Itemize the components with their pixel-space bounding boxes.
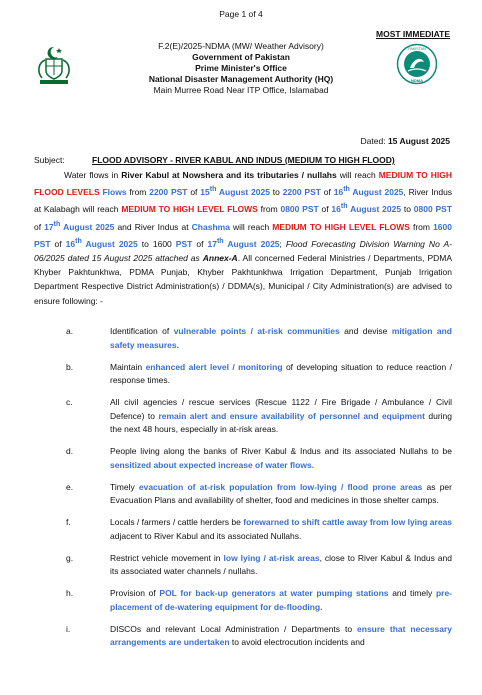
text-segment: th xyxy=(216,236,224,245)
page-number: Page 1 of 4 xyxy=(219,9,263,19)
list-item xyxy=(66,481,452,508)
list-item xyxy=(66,587,452,614)
subject-label: Subject: xyxy=(34,155,65,165)
item-highlight: forewarned to shift cattle away from low lying areas xyxy=(243,517,453,527)
text-segment: 15 xyxy=(200,187,210,198)
text-segment: Water flows in xyxy=(64,170,122,180)
text-segment: th xyxy=(340,202,348,211)
item-highlight: pre-placement of de-watering equipment for de-flooding xyxy=(110,588,452,612)
list-item xyxy=(66,396,452,437)
text-segment: of xyxy=(187,187,201,198)
text-segment: of xyxy=(192,238,208,249)
text-segment: will reach xyxy=(229,221,273,232)
item-letter: e. xyxy=(66,481,74,492)
text-segment: August 2025 xyxy=(223,238,280,249)
date-value: 15 August 2025 xyxy=(387,136,450,146)
list-item xyxy=(66,325,452,352)
text-segment: to xyxy=(269,187,283,198)
text-segment: 16 xyxy=(333,187,344,198)
office-address: Main Murree Road Near ITP Office, Islamabad xyxy=(153,85,329,95)
item-text: All civil agencies / rescue services (Rescue 1122 / Fire Brigade / Ambulance / Civil Defence) to xyxy=(110,397,452,421)
item-letter: c. xyxy=(66,397,73,407)
item-highlight: sensitized about expected increase of water flows xyxy=(110,459,312,470)
item-letter: h. xyxy=(66,588,74,598)
text-segment: MEDIUM TO HIGH LEVEL FLOWS xyxy=(272,221,410,232)
text-segment: MEDIUM TO HIGH FLOOD LEVELS xyxy=(34,170,453,198)
item-highlight: remain alert and ensure availability of personnel and equipment xyxy=(158,410,425,421)
action-list xyxy=(66,325,452,658)
text-segment: th xyxy=(53,219,61,228)
item-text: . xyxy=(176,339,180,350)
text-segment: Flood Forecasting Division Warning No A-06/2025 dated 15 August 2025 attached as xyxy=(34,238,452,263)
ndma-logo-top-text: PAKISTAN xyxy=(408,46,426,51)
item-highlight: vulnerable points / at-risk communities xyxy=(173,326,340,336)
text-segment: from xyxy=(409,221,434,232)
government-name: Government of Pakistan xyxy=(192,52,290,62)
text-segment: from xyxy=(126,187,150,198)
authority-name: National Disaster Management Authority (HQ) xyxy=(148,74,334,84)
text-segment: August 2025 xyxy=(349,187,404,198)
text-segment: 16 xyxy=(331,204,341,215)
text-segment: August 2025 xyxy=(216,187,270,198)
reference-number: F.2(E)/2025-NDMA (MW/ Weather Advisory) xyxy=(158,41,324,51)
text-segment: of xyxy=(318,204,332,215)
subject-line xyxy=(34,155,395,165)
text-segment: Chashma xyxy=(191,221,230,232)
text-segment: 1600 PST xyxy=(34,221,452,249)
item-text: Locals / farmers / cattle herders be xyxy=(110,517,244,527)
item-highlight: POL for back-up generators at water pumping stations xyxy=(159,588,389,598)
item-letter: g. xyxy=(66,552,74,563)
text-segment: of xyxy=(34,221,45,232)
date-line xyxy=(361,136,450,146)
text-segment: Flows xyxy=(99,187,127,198)
text-segment: August 2025 xyxy=(347,204,402,215)
list-item xyxy=(66,623,452,650)
item-text: Identification of xyxy=(110,326,174,336)
subject-title: FLOOD ADVISORY - RIVER KABUL AND INDUS (MEDIUM TO HIGH FLOOD) xyxy=(92,155,395,165)
item-text: of developing situation to reduce reaction / response times. xyxy=(110,361,453,385)
item-highlight: low lying / at-risk areas xyxy=(223,552,320,563)
text-segment: 0800 PST xyxy=(280,204,319,215)
item-text: . xyxy=(311,459,315,470)
item-letter: i. xyxy=(66,623,71,634)
text-segment: from xyxy=(257,204,281,215)
item-text: to avoid electrocution incidents and xyxy=(229,637,365,647)
item-text: DISCOs and relevant Local Administration / Departments to xyxy=(110,623,358,634)
item-text: Maintain xyxy=(110,361,146,372)
item-letter: d. xyxy=(66,446,74,456)
text-segment: MEDIUM TO HIGH LEVEL FLOWS xyxy=(121,204,258,215)
item-text: Restrict vehicle movement in xyxy=(110,552,224,563)
item-text: and timely xyxy=(388,588,436,598)
text-segment: , River Indus at Kalabagh will reach xyxy=(34,187,453,215)
text-segment: of xyxy=(320,187,334,198)
text-segment: . All concerned Federal Ministries / Departments, PDMA Khyber Pakhtunkhwa, PDMA Punjab, Khyber Pakhtunkhwa Irrigation Department, Punjab Irrigation Department Respective District Administration(s) / DDMA(s), Municipal / City Administration(s) are advised to ensure following: - xyxy=(34,252,452,306)
text-segment: 17 xyxy=(207,238,217,249)
item-letter: b. xyxy=(66,361,74,372)
item-letter: a. xyxy=(66,326,74,336)
office-name: Prime Minister's Office xyxy=(195,63,287,73)
item-text: People living along the banks of River Kabul & Indus and its associated Nullahs to be xyxy=(110,446,452,456)
item-letter: f. xyxy=(66,517,71,527)
item-text: during the next 48 hours, especially in at-risk areas. xyxy=(110,410,452,434)
text-segment: August 2025 xyxy=(81,238,138,249)
date-label: Dated: xyxy=(360,136,386,146)
text-segment: to xyxy=(401,204,414,215)
item-highlight: ensure that necessary arrangements are undertaken xyxy=(110,623,452,647)
list-item xyxy=(66,361,452,388)
urgency-label: MOST IMMEDIATE xyxy=(376,29,450,39)
ndma-logo-bottom-text: NDMA xyxy=(411,77,423,83)
item-highlight: evacuation of at-risk population from low-lying / flood prone areas xyxy=(138,481,423,492)
text-segment: and River Indus at xyxy=(114,221,192,232)
letter-header xyxy=(0,41,482,96)
text-segment: ; xyxy=(279,238,286,249)
text-segment: 17 xyxy=(44,221,54,232)
text-segment: 2200 PST xyxy=(149,187,188,198)
text-segment: of xyxy=(50,238,66,249)
text-segment: th xyxy=(75,236,82,245)
item-text: . xyxy=(320,601,323,612)
text-segment: 16 xyxy=(65,238,76,249)
item-text: Provision of xyxy=(110,588,160,598)
text-segment: th xyxy=(209,185,217,194)
text-segment: 2200 PST xyxy=(282,187,321,198)
item-text: as per Evacuation Plans and availability of shelter, food and medicines in those shelter camps. xyxy=(110,481,452,505)
item-text: , close to River Kabul & Indus and its associated water channels / nullahs. xyxy=(110,552,452,576)
item-text: and devise xyxy=(339,326,392,336)
item-text: adjacent to River Kabul and its associated Nullahs. xyxy=(110,530,302,541)
text-segment: 0800 PST xyxy=(413,204,453,215)
advisory-paragraph xyxy=(34,168,452,308)
text-segment: August 2025 xyxy=(60,221,115,232)
list-item xyxy=(66,516,452,543)
text-segment: PST xyxy=(175,238,193,249)
text-segment: will reach xyxy=(336,170,379,180)
text-segment: to 1600 xyxy=(137,238,176,249)
item-text: Timely xyxy=(110,481,139,492)
list-item xyxy=(66,445,452,472)
list-item xyxy=(66,552,452,579)
text-segment: th xyxy=(343,185,350,194)
text-segment: Annex-A xyxy=(202,252,238,263)
item-highlight: mitigation and safety measures xyxy=(110,326,452,350)
item-highlight: enhanced alert level / monitoring xyxy=(145,361,283,372)
text-segment: River Kabul at Nowshera and its tributaries / nullahs xyxy=(121,170,337,180)
